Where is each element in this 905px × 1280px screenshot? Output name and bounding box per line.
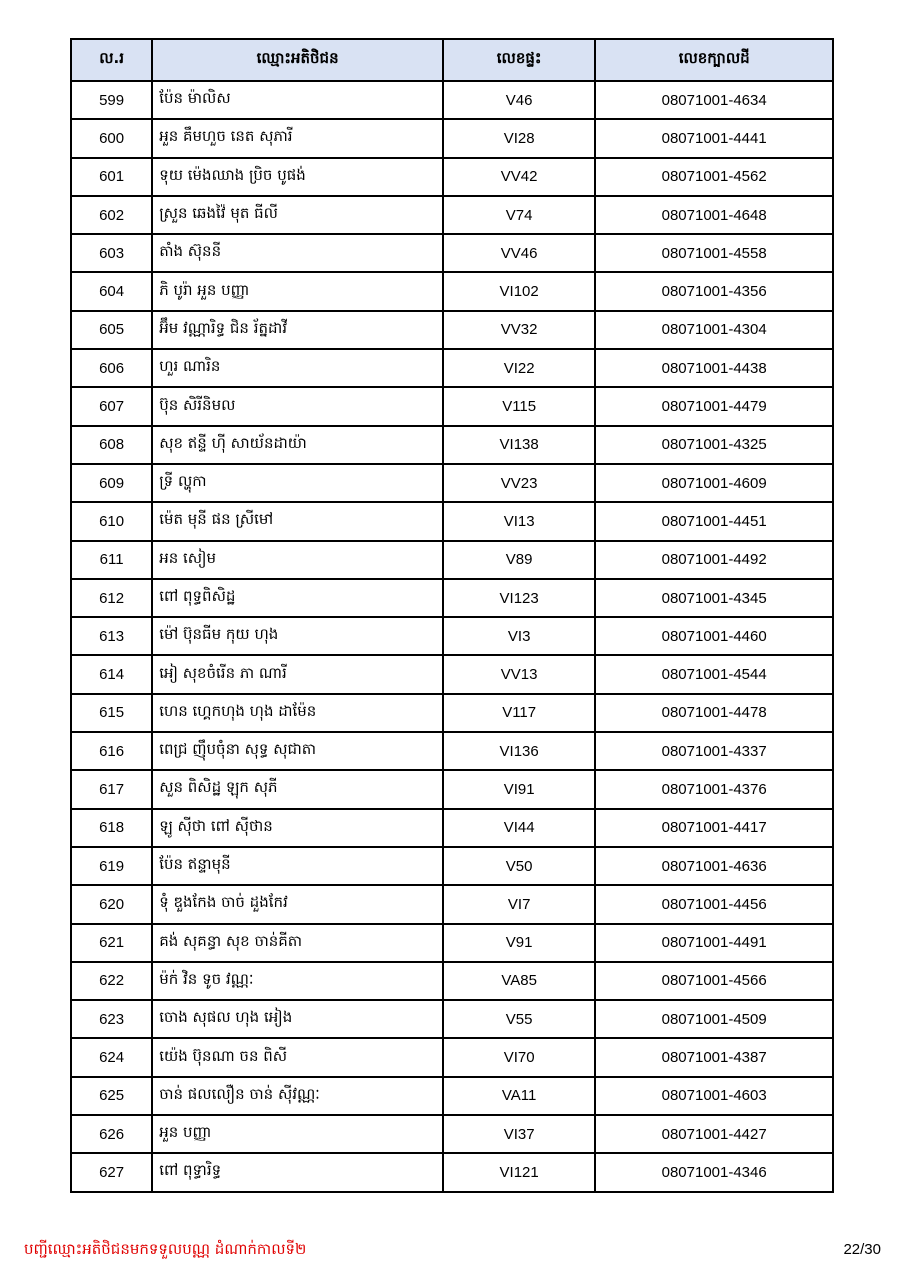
cell-no: 617 — [71, 770, 152, 808]
cell-customer-name: ទុំ ឌួងកែង ចាច់ ដួងកែវ — [152, 885, 443, 923]
cell-customer-name: ហួរ ណារិន — [152, 349, 443, 387]
cell-no: 604 — [71, 272, 152, 310]
table-row — [71, 924, 833, 962]
cell-land-number: 08071001-4479 — [595, 387, 833, 425]
cell-land-number: 08071001-4478 — [595, 694, 833, 732]
cell-land-number: 08071001-4356 — [595, 272, 833, 310]
cell-land-number: 08071001-4609 — [595, 464, 833, 502]
cell-no: 603 — [71, 234, 152, 272]
cell-land-number: 08071001-4509 — [595, 1000, 833, 1038]
table-row — [71, 349, 833, 387]
table-row — [71, 1077, 833, 1115]
table-row — [71, 962, 833, 1000]
cell-no: 626 — [71, 1115, 152, 1153]
cell-no: 622 — [71, 962, 152, 1000]
table-header — [71, 39, 833, 81]
header-no: ល.រ — [71, 39, 152, 81]
cell-land-number: 08071001-4387 — [595, 1038, 833, 1076]
cell-house-number: VV32 — [443, 311, 595, 349]
cell-land-number: 08071001-4558 — [595, 234, 833, 272]
cell-customer-name: ចាន់ ផលលឿន ចាន់ ស៊ីវណ្ណៈ — [152, 1077, 443, 1115]
cell-house-number: VV23 — [443, 464, 595, 502]
cell-land-number: 08071001-4634 — [595, 81, 833, 119]
cell-house-number: V46 — [443, 81, 595, 119]
table-row — [71, 579, 833, 617]
cell-customer-name: ម៉ៅ ប៊ុនធីម កុយ ហុង — [152, 617, 443, 655]
cell-no: 618 — [71, 809, 152, 847]
cell-land-number: 08071001-4345 — [595, 579, 833, 617]
table-row — [71, 502, 833, 540]
cell-customer-name: អន សៀម — [152, 541, 443, 579]
cell-customer-name: គង់ សុគន្ធា សុខ ចាន់គីតា — [152, 924, 443, 962]
cell-house-number: VI7 — [443, 885, 595, 923]
cell-house-number: VV13 — [443, 655, 595, 693]
cell-land-number: 08071001-4566 — [595, 962, 833, 1000]
cell-customer-name: ម៉ក់ វិន ទូច វណ្ណៈ — [152, 962, 443, 1000]
table-row — [71, 234, 833, 272]
footer-title: បញ្ជីឈ្មោះអតិថិជនមកទទួលបណ្ណ ដំណាក់កាលទី២ — [24, 1240, 307, 1258]
cell-house-number: V115 — [443, 387, 595, 425]
cell-customer-name: អួន គឹមហួច នេត សុភារី — [152, 119, 443, 157]
page-number: 22/30 — [843, 1241, 881, 1258]
cell-no: 615 — [71, 694, 152, 732]
table-row — [71, 387, 833, 425]
cell-no: 608 — [71, 426, 152, 464]
cell-no: 610 — [71, 502, 152, 540]
cell-customer-name: ម៉េត មុនី ផន ស្រីមៅ — [152, 502, 443, 540]
cell-no: 616 — [71, 732, 152, 770]
table-row — [71, 426, 833, 464]
cell-house-number: VA85 — [443, 962, 595, 1000]
cell-customer-name: អៀ សុខចំរើន ភា ណារី — [152, 655, 443, 693]
cell-no: 625 — [71, 1077, 152, 1115]
table-row — [71, 1153, 833, 1191]
cell-no: 627 — [71, 1153, 152, 1191]
cell-house-number: VI136 — [443, 732, 595, 770]
cell-house-number: VI121 — [443, 1153, 595, 1191]
cell-customer-name: ទុយ ម៉េងឈាង ប្រិច បូផង់ — [152, 158, 443, 196]
cell-no: 619 — [71, 847, 152, 885]
cell-house-number: V55 — [443, 1000, 595, 1038]
cell-no: 613 — [71, 617, 152, 655]
cell-customer-name: ឡូ ស៊ីថា ពៅ ស៊ីថាន — [152, 809, 443, 847]
cell-no: 601 — [71, 158, 152, 196]
cell-customer-name: ពៅ ពុទ្ធពិសិដ្ឋ — [152, 579, 443, 617]
cell-land-number: 08071001-4417 — [595, 809, 833, 847]
cell-land-number: 08071001-4544 — [595, 655, 833, 693]
cell-house-number: V50 — [443, 847, 595, 885]
cell-customer-name: ពៅ ពុទ្ធារិទ្ធ — [152, 1153, 443, 1191]
table-row — [71, 464, 833, 502]
header-house-number: លេខផ្ទះ — [443, 39, 595, 81]
cell-house-number: V117 — [443, 694, 595, 732]
cell-no: 609 — [71, 464, 152, 502]
cell-house-number: VV46 — [443, 234, 595, 272]
table-row — [71, 119, 833, 157]
header-land-number: លេខក្បាលដី — [595, 39, 833, 81]
table-row — [71, 617, 833, 655]
cell-no: 607 — [71, 387, 152, 425]
cell-no: 614 — [71, 655, 152, 693]
cell-no: 620 — [71, 885, 152, 923]
cell-customer-name: តាំង ស៊ុននី — [152, 234, 443, 272]
cell-no: 612 — [71, 579, 152, 617]
cell-customer-name: ប៊ុន សិរីនិមល — [152, 387, 443, 425]
table-row — [71, 770, 833, 808]
table-row — [71, 1038, 833, 1076]
cell-land-number: 08071001-4304 — [595, 311, 833, 349]
table-row — [71, 1000, 833, 1038]
cell-no: 599 — [71, 81, 152, 119]
table-row — [71, 272, 833, 310]
cell-customer-name: ប៉ែន ម៉ាលិស — [152, 81, 443, 119]
cell-house-number: VI91 — [443, 770, 595, 808]
cell-no: 624 — [71, 1038, 152, 1076]
cell-house-number: VI22 — [443, 349, 595, 387]
cell-no: 602 — [71, 196, 152, 234]
cell-customer-name: ចោង សុផល ហុង អៀង — [152, 1000, 443, 1038]
cell-house-number: V91 — [443, 924, 595, 962]
header-customer-name: ឈ្មោះអតិថិជន — [152, 39, 443, 81]
cell-no: 600 — [71, 119, 152, 157]
cell-house-number: V74 — [443, 196, 595, 234]
cell-house-number: VV42 — [443, 158, 595, 196]
cell-house-number: VI123 — [443, 579, 595, 617]
table-row — [71, 196, 833, 234]
cell-no: 611 — [71, 541, 152, 579]
cell-customer-name: អ៊ឹម វណ្ណារិទ្ធ ជិន រ័ត្នដាវី — [152, 311, 443, 349]
cell-land-number: 08071001-4441 — [595, 119, 833, 157]
cell-house-number: VA11 — [443, 1077, 595, 1115]
cell-house-number: VI70 — [443, 1038, 595, 1076]
cell-land-number: 08071001-4325 — [595, 426, 833, 464]
cell-house-number: VI37 — [443, 1115, 595, 1153]
table-body — [71, 81, 833, 1192]
cell-land-number: 08071001-4562 — [595, 158, 833, 196]
cell-land-number: 08071001-4603 — [595, 1077, 833, 1115]
cell-land-number: 08071001-4438 — [595, 349, 833, 387]
cell-customer-name: ស្រួន ឆេងវ៉ៃ មុត ធីលី — [152, 196, 443, 234]
table-row — [71, 158, 833, 196]
table-row — [71, 809, 833, 847]
header-row — [71, 39, 833, 81]
cell-land-number: 08071001-4491 — [595, 924, 833, 962]
cell-customer-name: ពេជ្រ ញ៉ឹបចុំនា សុទ្ធ សុជាតា — [152, 732, 443, 770]
cell-house-number: VI13 — [443, 502, 595, 540]
cell-house-number: VI102 — [443, 272, 595, 310]
cell-land-number: 08071001-4492 — [595, 541, 833, 579]
cell-land-number: 08071001-4636 — [595, 847, 833, 885]
customer-register-table — [70, 38, 834, 1193]
cell-house-number: V89 — [443, 541, 595, 579]
table-row — [71, 694, 833, 732]
cell-no: 606 — [71, 349, 152, 387]
cell-house-number: VI28 — [443, 119, 595, 157]
cell-no: 621 — [71, 924, 152, 962]
table-row — [71, 311, 833, 349]
table-row — [71, 81, 833, 119]
cell-no: 623 — [71, 1000, 152, 1038]
cell-no: 605 — [71, 311, 152, 349]
cell-customer-name: យ៉េង ប៊ុនណា ចន ពិសី — [152, 1038, 443, 1076]
table-row — [71, 885, 833, 923]
cell-land-number: 08071001-4337 — [595, 732, 833, 770]
cell-land-number: 08071001-4376 — [595, 770, 833, 808]
cell-land-number: 08071001-4346 — [595, 1153, 833, 1191]
cell-customer-name: ទ្រី ល្ហុកា — [152, 464, 443, 502]
cell-house-number: VI138 — [443, 426, 595, 464]
cell-land-number: 08071001-4427 — [595, 1115, 833, 1153]
cell-land-number: 08071001-4456 — [595, 885, 833, 923]
cell-customer-name: អួន បញ្ញា — [152, 1115, 443, 1153]
table-row — [71, 847, 833, 885]
cell-customer-name: ប៉ែន ឥន្ទាមុនី — [152, 847, 443, 885]
cell-customer-name: ភិ បូរ៉ា អួន បញ្ញា — [152, 272, 443, 310]
cell-house-number: VI3 — [443, 617, 595, 655]
table-row — [71, 541, 833, 579]
cell-house-number: VI44 — [443, 809, 595, 847]
table-row — [71, 732, 833, 770]
cell-customer-name: សួន ពិសិដ្ឋ ឡុក សុភី — [152, 770, 443, 808]
cell-land-number: 08071001-4460 — [595, 617, 833, 655]
cell-customer-name: ហេន ហ្គេកហុង ហុង ដាម៉ែន — [152, 694, 443, 732]
table-row — [71, 655, 833, 693]
cell-land-number: 08071001-4451 — [595, 502, 833, 540]
table-row — [71, 1115, 833, 1153]
cell-customer-name: សុខ ឥន្ទី ហ៊ី សាយ័នដាយ៉ា — [152, 426, 443, 464]
cell-land-number: 08071001-4648 — [595, 196, 833, 234]
